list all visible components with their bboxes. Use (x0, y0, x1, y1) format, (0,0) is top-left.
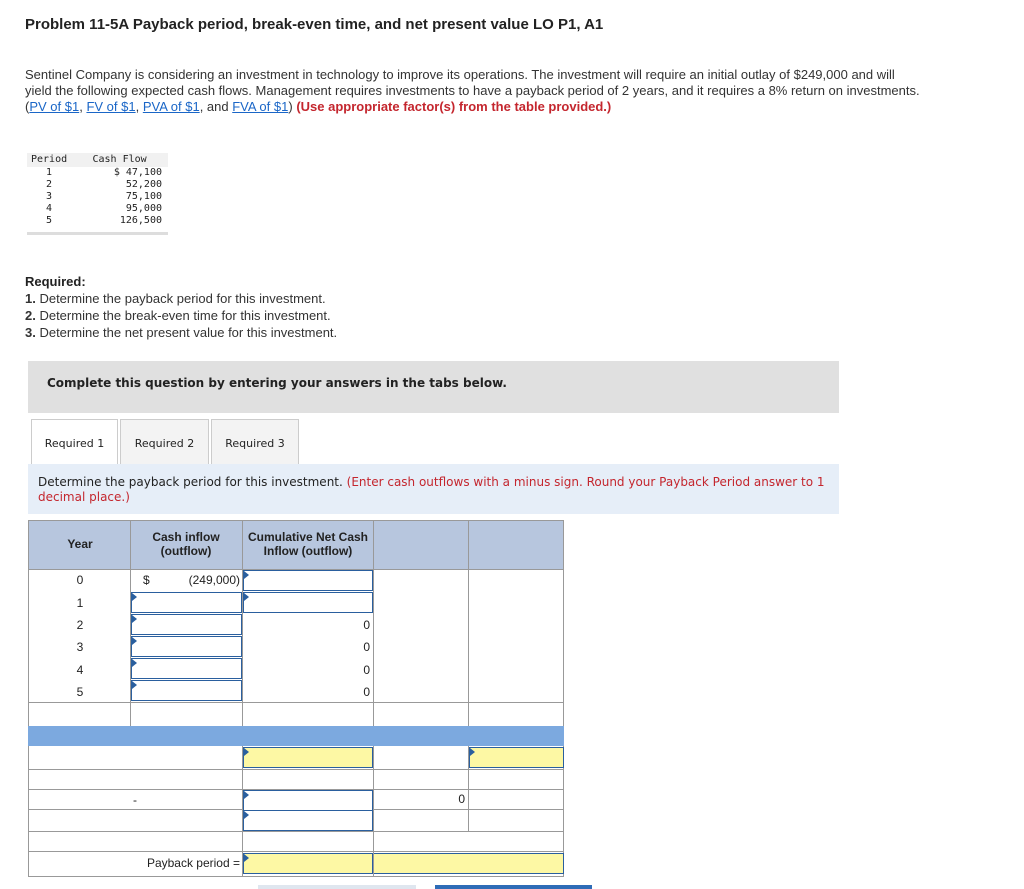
year-cell: 1 (76, 596, 84, 610)
cash-flow-header: Cash Flow (71, 153, 168, 167)
required-item-3: 3. Determine the net present value for this investment. (25, 325, 338, 340)
table-row: 5 126,500 (27, 215, 168, 234)
tab-required-3[interactable]: Required 3 (211, 419, 299, 464)
cumulative-value: 0 (363, 685, 370, 699)
numerator-input[interactable] (243, 790, 373, 811)
fva-link[interactable]: FVA of $1 (232, 99, 289, 114)
denominator-input[interactable] (243, 810, 373, 831)
cash-flow-table (27, 153, 168, 235)
payback-fraction-input[interactable] (469, 747, 564, 768)
required-section (25, 273, 337, 341)
payback-period-label: Payback period = (146, 856, 240, 870)
required-item-2: 2. Determine the break-even time for this investment. (25, 308, 331, 323)
fv-link[interactable]: FV of $1 (86, 99, 136, 114)
payback-period-input[interactable] (243, 853, 373, 874)
payback-year-input[interactable] (243, 747, 373, 768)
required-heading: Required: (25, 274, 86, 289)
factor-note: (Use appropriate factor(s) from the table provided.) (296, 99, 612, 114)
year-cell: 2 (76, 618, 84, 632)
cash-inflow-header: Cash inflow (outflow) (152, 530, 220, 558)
tab-required-2[interactable]: Required 2 (120, 419, 209, 464)
cumulative-input-0[interactable] (243, 570, 373, 591)
table-row: 2 52,200 (46, 179, 162, 190)
cash-inflow-input-3[interactable] (131, 636, 242, 657)
cumulative-header: Cumulative Net Cash Inflow (outflow) (247, 530, 369, 558)
initial-outlay-value: (249,000) (188, 573, 240, 587)
table-row: 3 75,100 (46, 191, 162, 202)
cumulative-input-1[interactable] (243, 592, 373, 613)
tab-required-1[interactable]: Required 1 (31, 419, 118, 464)
period-header: Period (27, 153, 71, 167)
pv-link[interactable]: PV of $1 (29, 99, 80, 114)
cash-inflow-input-5[interactable] (131, 680, 242, 701)
extra-value: 0 (458, 792, 465, 806)
cash-inflow-input-2[interactable] (131, 614, 242, 635)
cash-inflow-input-1[interactable] (131, 592, 242, 613)
year-cell: 0 (76, 573, 84, 587)
pva-link[interactable]: PVA of $1 (142, 99, 200, 114)
dollar-sign: $ (143, 573, 150, 587)
next-button[interactable] (435, 885, 592, 889)
problem-title: Problem 11-5A Payback period, break-even time, and net present value LO P1, A1 (25, 16, 604, 33)
dash: - (133, 793, 137, 807)
required-item-1: 1. Determine the payback period for this investment. (25, 291, 326, 306)
table-row: 4 95,000 (46, 203, 162, 214)
payback-period-result (374, 853, 564, 874)
tab-instruction: Determine the payback period for this investment. (Enter cash outflows with a minus sign. Round your Payback Period answer to 1 decimal place.) (28, 464, 839, 514)
section-divider (28, 726, 564, 746)
year-header: Year (67, 537, 93, 551)
cumulative-value: 0 (363, 618, 370, 632)
year-cell: 4 (76, 663, 84, 677)
instructions-banner: Complete this question by entering your answers in the tabs below. (28, 361, 839, 413)
year-cell: 5 (76, 685, 84, 699)
cash-inflow-input-4[interactable] (131, 658, 242, 679)
problem-intro: Sentinel Company is considering an investment in technology to improve its operations. The investment will require an initial outlay of $249,000 and will yield the following expected cash flows. Management requires investments to have a payback period of 2 years, and it requires a 8% return on investments. (PV of $1, FV of $1, PVA of $1, and FVA of $1) (Use appropriate factor(s) from the table provided.) (25, 67, 920, 114)
year-cell: 3 (76, 640, 84, 654)
prev-button[interactable] (258, 885, 416, 889)
cumulative-value: 0 (363, 663, 370, 677)
table-row: 1 $ 47,100 (46, 167, 162, 178)
cumulative-value: 0 (363, 640, 370, 654)
